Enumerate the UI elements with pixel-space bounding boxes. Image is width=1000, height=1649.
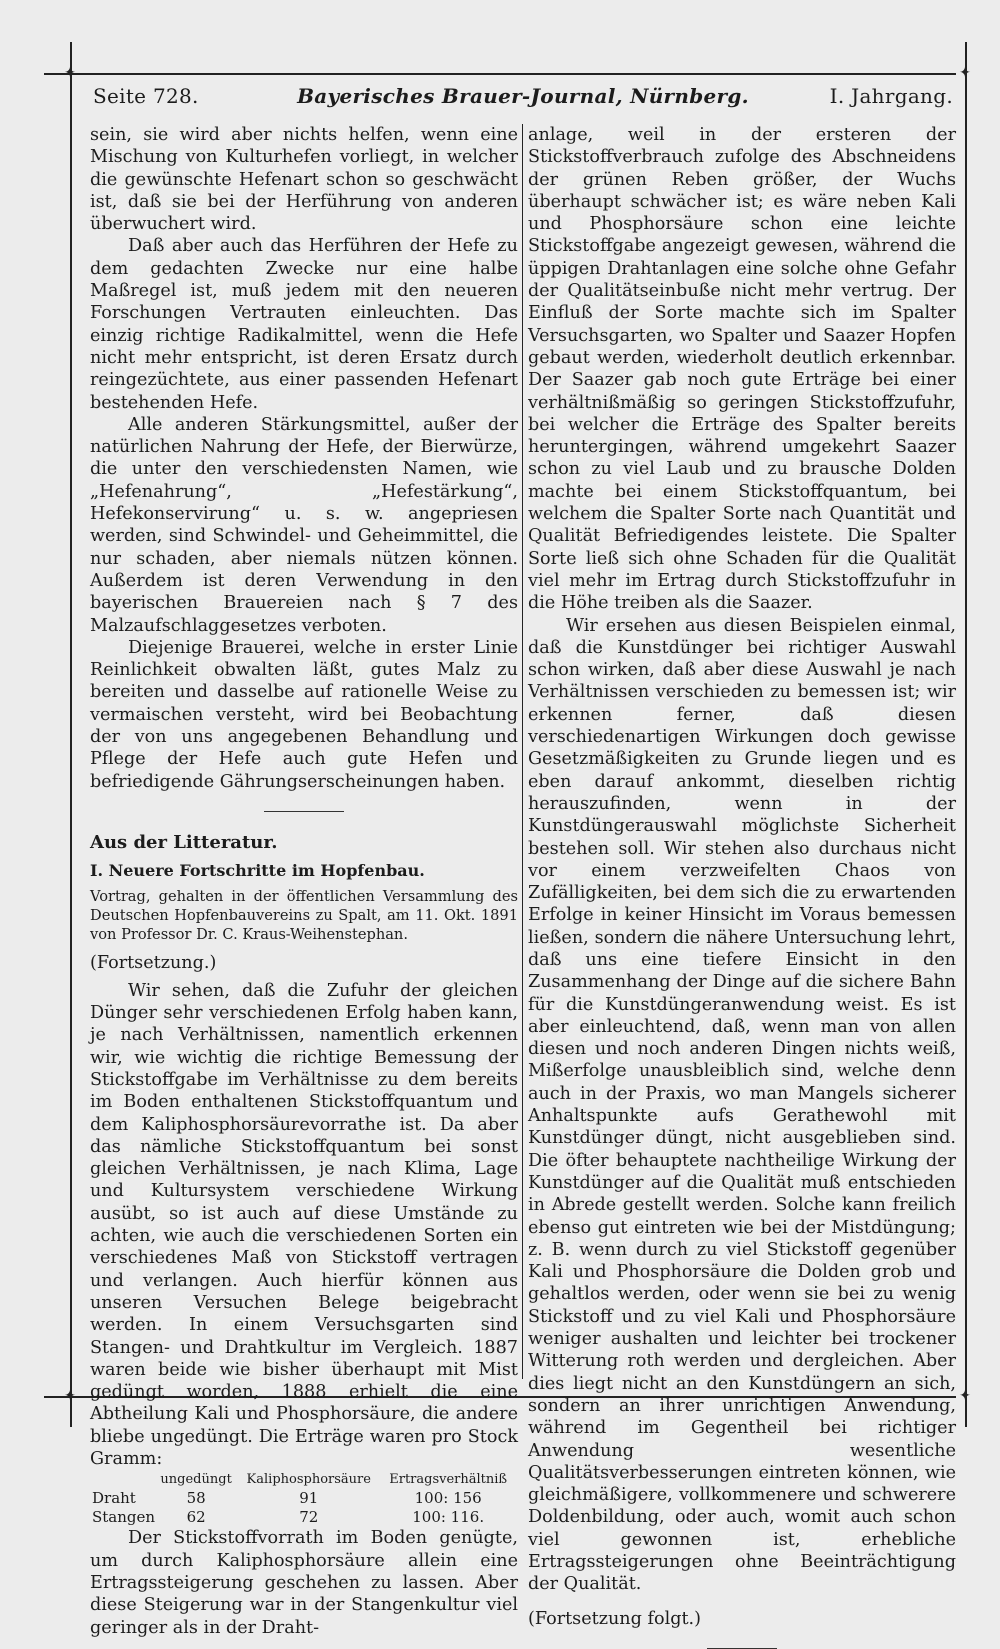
table-cell: 58: [186, 1489, 206, 1508]
table-cell: 100: 116.: [412, 1508, 485, 1527]
table-cell: 100: 156: [414, 1489, 482, 1508]
journal-title: Bayerisches Brauer-Journal, Nürnberg.: [297, 84, 749, 108]
table-cell: 91: [299, 1489, 319, 1508]
table-header-cell: Kaliphosphorsäure: [246, 1472, 371, 1488]
paragraph: Diejenige Brauerei, welche in erster Linie Reinlichkeit obwalten läßt, gutes Malz zu bereiten und dasselbe auf rationelle Weise zu vermaischen versteht, wird bei Beobachtung der von uns angegebenen Behandlung und Pflege der Hefe auch gute Hefen und befriedigende Gährungserscheinungen haben.: [90, 637, 518, 792]
table-header-row: [92, 1470, 516, 1489]
top-border-rule: [44, 73, 956, 75]
column-divider: [522, 124, 523, 1379]
section-title: Aus der Litteratur.: [90, 831, 278, 853]
corner-ornament-icon: ✦: [959, 1388, 971, 1404]
paragraph: anlage, weil in der ersteren der Stickstoffverbrauch zufolge des Abschneidens der grünen Reben größer, der Wuchs überhaupt schwächer ist; es wäre neben Kali und Phosphorsäure schon eine leichte Stickstoffgabe angezeigt gewesen, während die üppigen Drahtanlagen eine solche ohne Gefahr der Qualitätseinbuße nicht mehr vertrug. Der Einfluß der Sorte machte sich im Spalter Versuchsgarten, wo Spalter und Saazer Hopfen gebaut werden, wiederholt deutlich erkennbar. Der Saazer gab noch gute Erträge bei einer verhältnißmäßig so geringen Stickstoffzufuhr, bei welcher die Erträge des Spalter bereits heruntergingen, während umgekehrt Saazer schon zu viel Laub und zu brausche Dolden machte bei einem Stickstoffquantum, bei welchem die Spalter Sorte nach Quantität und Qualität Befriedigendes leistete. Die Spalter Sorte ließ sich ohne Schaden für die Qualität viel mehr im Ertrag durch Stickstoffzufuhr in die Höhe treiben als die Saazer.: [528, 125, 956, 614]
paragraph: Der Stickstoffvorrath im Boden genügte, um durch Kaliphosphorsäure allein eine Ertragssteigerung geschehen zu lassen. Aber diese Steigerung war in der Stangenkultur viel geringer als in der Draht-: [90, 1528, 518, 1638]
table-cell: Draht: [92, 1489, 136, 1508]
yield-table: [92, 1470, 516, 1527]
table-row: [92, 1489, 516, 1508]
table-cell: 62: [186, 1508, 206, 1527]
left-column: [90, 124, 518, 1638]
corner-ornament-icon: ✦: [959, 65, 971, 81]
subsection-title: I. Neuere Fortschritte im Hopfenbau.: [90, 861, 425, 881]
paragraph: Wir ersehen aus diesen Beispielen einmal, daß die Kunstdünger bei richtiger Auswahl schon wirken, daß aber diese Auswahl je nach Verhältnissen verschieden zu bemessen ist; wir erkennen ferner, daß diesen verschiedenartigen Wirkungen doch gewisse Gesetzmäßigkeiten zu Grunde liegen und es eben darauf ankommt, dieselben richtig herauszufinden, wenn in der Kunstdüngerauswahl möglichste Sicherheit bestehen soll. Wir stehen also durchaus nicht vor einem verzweifelten Chaos von Zufälligkeiten, bei dem sich die zu erwartenden Erfolge in keiner Hinsicht im Voraus bemessen ließen, sondern die nähere Untersuchung lehrt, daß uns eine tiefere Einsicht in den Zusammenhang der Dinge auf die sichere Bahn für die Kunstdüngeranwendung weist. Es ist aber einleuchtend, daß, wenn man von allen diesen und noch anderen Dingen nichts weiß, Mißerfolge unausbleiblich sind, welche denn auch in der Praxis, wo man Mangels sicherer Anhaltspunkte aufs Gerathewohl mit Kunstdünger düngt, nicht ausgeblieben sind. Die öfter behauptete nachtheilige Wirkung der Kunstdünger auf die Qualität muß entschieden in Abrede gestellt werden. Solche kann freilich ebenso gut eintreten wie bei der Mistdüngung; z. B. wenn durch zu viel Stickstoff gegenüber Kali und Phosphorsäure die Dolden grob und gehaltlos werden, oder wenn sie bei zu wenig Stickstoff und zu viel Kali und Phosphorsäure weniger aushalten und leichter bei trockener Witterung roth werden und dergleichen. Aber dies liegt nicht an den Kunstdüngern an sich, sondern an ihrer unrichtigen Anwendung, während im Gegentheil bei richtiger Anwendung wesentliche Qualitätsverbesserungen eintreten können, wie gleichmäßigere, vollkommenere und schwerere Doldenbildung, oder auch, womit auch schon viel gewonnen ist, erhebliche Ertragssteigerungen ohne Beeinträchtigung der Qualität.: [528, 615, 956, 1595]
corner-ornament-icon: ✦: [64, 65, 76, 81]
paragraph: Alle anderen Stärkungsmittel, außer der natürlichen Nahrung der Hefe, der Bierwürze, die unter den verschiedensten Namen, wie „Hefenahrung“, „Hefestärkung“, Hefekonservirung“ u. s. w. angepriesen werden, sind Schwindel- und Geheimmittel, die nur schaden, aber niemals nützen können. Außerdem ist deren Verwendung in den bayerischen Brauereien nach § 7 des Malzaufschlaggesetzes verboten.: [90, 414, 518, 636]
table-cell: 72: [299, 1508, 319, 1527]
right-column: [528, 124, 956, 1629]
paragraph: Daß aber auch das Herführen der Hefe zu dem gedachten Zwecke nur eine halbe Maßregel ist, muß jedem mit den neueren Forschungen Vertrauten einleuchten. Das einzig richtige Radikalmittel, wenn die Hefe nicht mehr entspricht, ist deren Ersatz durch reingezüchtete, aus einer passenden Hefenart bestehenden Hefe.: [90, 236, 518, 413]
corner-ornament-icon: ✦: [64, 1388, 76, 1404]
volume-label: I. Jahrgang.: [829, 84, 953, 108]
page-number: Seite 728.: [93, 84, 199, 108]
closing-note: (Fortsetzung folgt.): [528, 1608, 701, 1629]
table-row: [92, 1508, 516, 1527]
continuation-note: (Fortsetzung.): [90, 952, 217, 973]
paragraph: Wir sehen, daß die Zufuhr der gleichen Dünger sehr verschiedenen Erfolg haben kann, je nach Verhältnissen, namentlich erkennen wir, wie wichtig die richtige Bemessung der Stickstoffgabe im Verhältnisse zu dem bereits im Boden enthaltenen Stickstoffquantum und dem Kaliphosphorsäurevorrathe ist. Da aber das nämliche Stickstoffquantum bei sonst gleichen Verhältnissen, je nach Klima, Lage und Kultursystem verschiedene Wirkung ausübt, so ist auch auf diese Umstände zu achten, wie auch die verschiedenen Sorten ein verschiedenes Maß von Stickstoff vertragen und verlangen. Auch hierfür können aus unseren Versuchen Belege beigebracht werden. In einem Versuchsgarten sind Stangen- und Drahtkultur im Vergleich. 1887 waren beide wie bisher überhaupt mit Mist gedüngt worden, 1888 erhielt die eine Abtheilung Kali und Phosphorsäure, die andere bliebe ungedüngt. Die Erträge waren pro Stock Gramm:: [90, 980, 518, 1470]
table-cell: Stangen: [92, 1508, 156, 1527]
table-header-cell: ungedüngt: [160, 1472, 232, 1488]
lecture-note: Vortrag, gehalten in der öffentlichen Versammlung des Deutschen Hopfenbauvereins zu Spalt, am 11. Okt. 1891 von Professor Dr. C. Kraus-Weihenstephan.: [90, 887, 518, 943]
running-header: [93, 84, 953, 114]
left-border-rule: [70, 42, 72, 1427]
table-header-cell: [92, 1470, 155, 1489]
section-separator: [264, 811, 344, 812]
right-border-rule: [965, 42, 967, 1427]
table-header-cell: Ertragsverhältniß: [389, 1472, 508, 1488]
paragraph: sein, sie wird aber nichts helfen, wenn eine Mischung von Kulturhefen vorliegt, in welcher die gewünschte Hefenart schon so geschwächt ist, daß sie bei der Herführung von anderen überwuchert wird.: [90, 125, 518, 235]
